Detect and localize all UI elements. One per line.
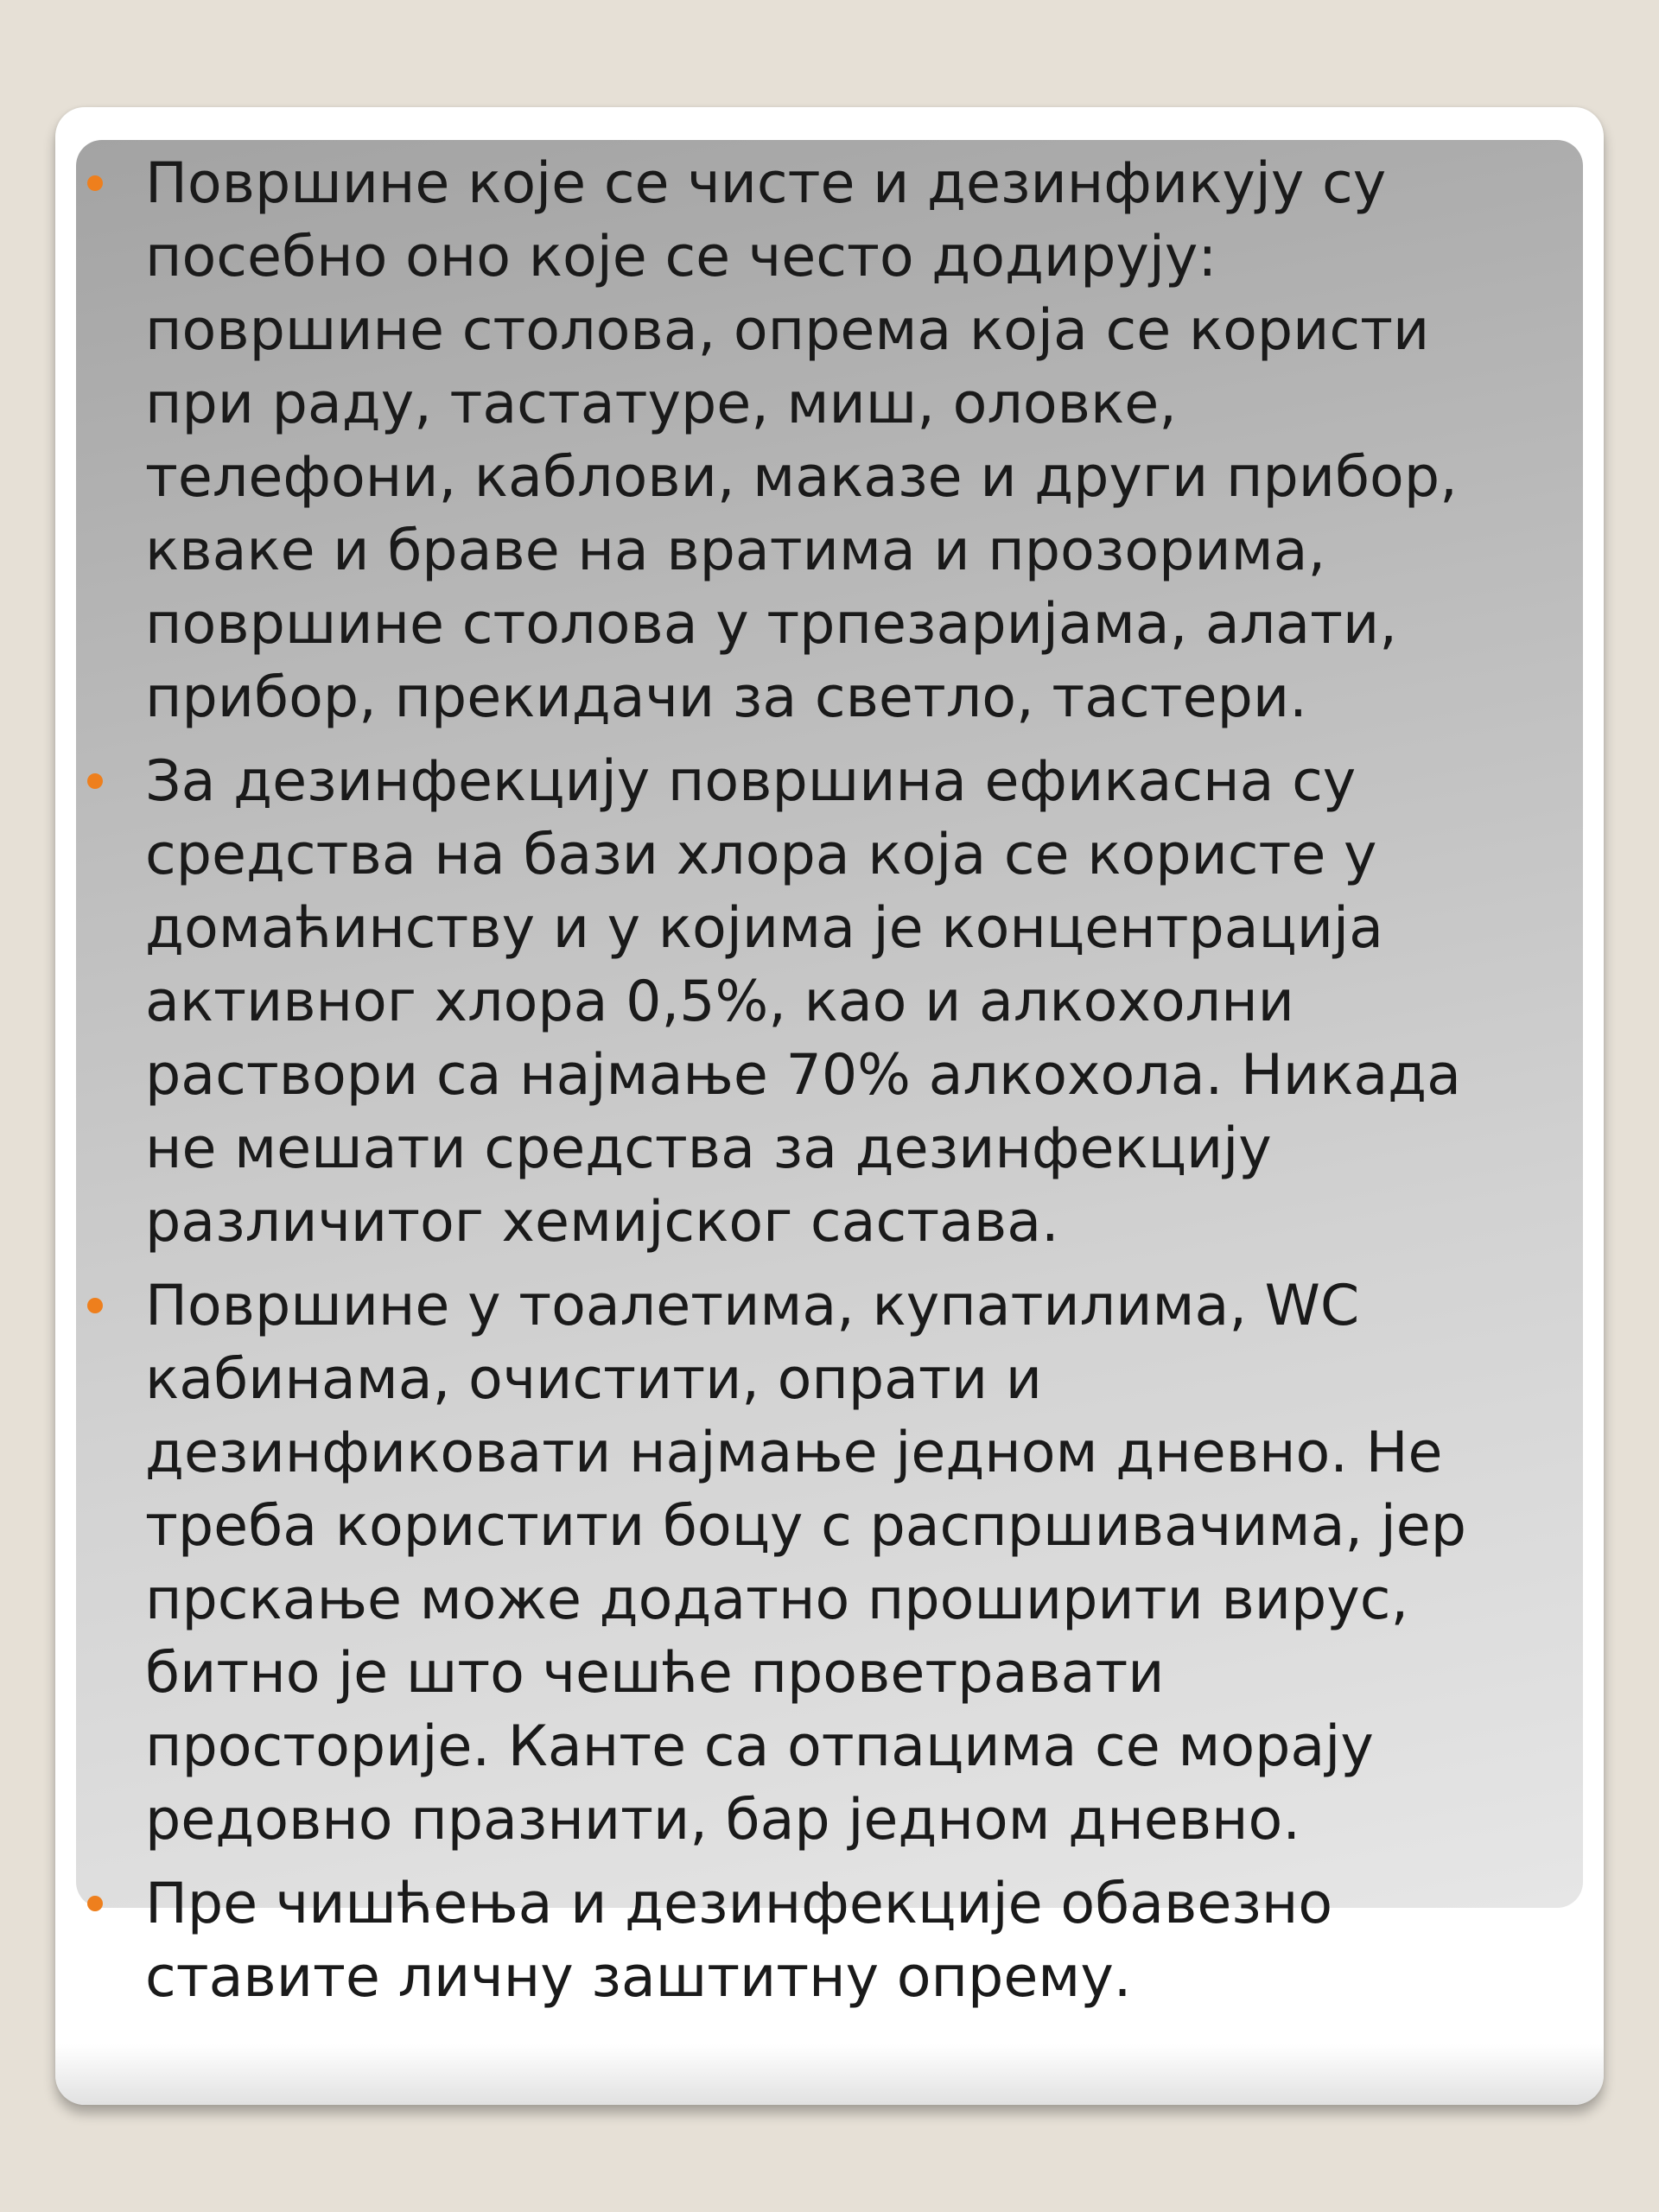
bullet-line: различитог хемијског састава. (145, 1190, 1059, 1255)
bullet-line: раствори са најмање 70% алкохола. Никада (145, 1043, 1461, 1108)
bullet-line: не мешати средства за дезинфекцију (145, 1116, 1272, 1181)
bullet-line: кабинама, очистити, опрати и (145, 1347, 1043, 1412)
bullet-line: За дезинфекцију површина ефикасна су (145, 749, 1357, 814)
bullet-line: битно је што чешће проветравати (145, 1641, 1165, 1706)
bullet-item-toilets (0, 1269, 1659, 1857)
bullet-line: прскање може додатно проширити вирус, (145, 1567, 1409, 1632)
bullet-icon (87, 175, 103, 191)
bullet-line: телефони, каблови, маказе и други прибор, (145, 445, 1458, 510)
bullet-icon (87, 1298, 103, 1313)
bullet-line: Пре чишћења и дезинфекције обавезно (145, 1872, 1333, 1936)
bullet-line: површине столова, опрема која се користи (145, 298, 1430, 363)
bullet-line: при раду, тастатуре, миш, оловке, (145, 372, 1177, 436)
bullet-line: прибор, прекидачи за светло, тастери. (145, 665, 1307, 730)
bullet-item-disinfectants (0, 745, 1659, 1259)
bullet-line: просторије. Канте са отпацима се морају (145, 1714, 1374, 1779)
bullet-line: посебно оно које се често додирују: (145, 225, 1217, 289)
bullet-line: Површине које се чисте и дезинфикују су (145, 151, 1387, 216)
bullet-item-protective-equipment (0, 1867, 1659, 2014)
bullet-line: средства на бази хлора која се користе у (145, 823, 1377, 887)
bullet-line: треба користити боцу с распршивачима, јер (145, 1494, 1467, 1559)
bullet-line: кваке и браве на вратима и прозорима, (145, 518, 1326, 583)
bullet-icon (87, 773, 103, 789)
slide-content (0, 147, 1659, 2024)
bullet-item-surfaces (0, 147, 1659, 734)
bullet-line: дезинфиковати најмање једном дневно. Не (145, 1421, 1443, 1485)
bullet-line: површине столова у трпезаријама, алати, (145, 592, 1397, 657)
bullet-list (0, 147, 1659, 2014)
bullet-line: редовно празнити, бар једном дневно. (145, 1788, 1300, 1853)
bullet-line: Површине у тоалетима, купатилима, WC (145, 1274, 1360, 1338)
bullet-line: ставите личну заштитну опрему. (145, 1945, 1132, 2010)
bullet-icon (87, 1896, 103, 1911)
bullet-line: активног хлора 0,5%, као и алкохолни (145, 969, 1294, 1034)
bullet-line: домаћинству и у којима је концентрација (145, 896, 1383, 961)
